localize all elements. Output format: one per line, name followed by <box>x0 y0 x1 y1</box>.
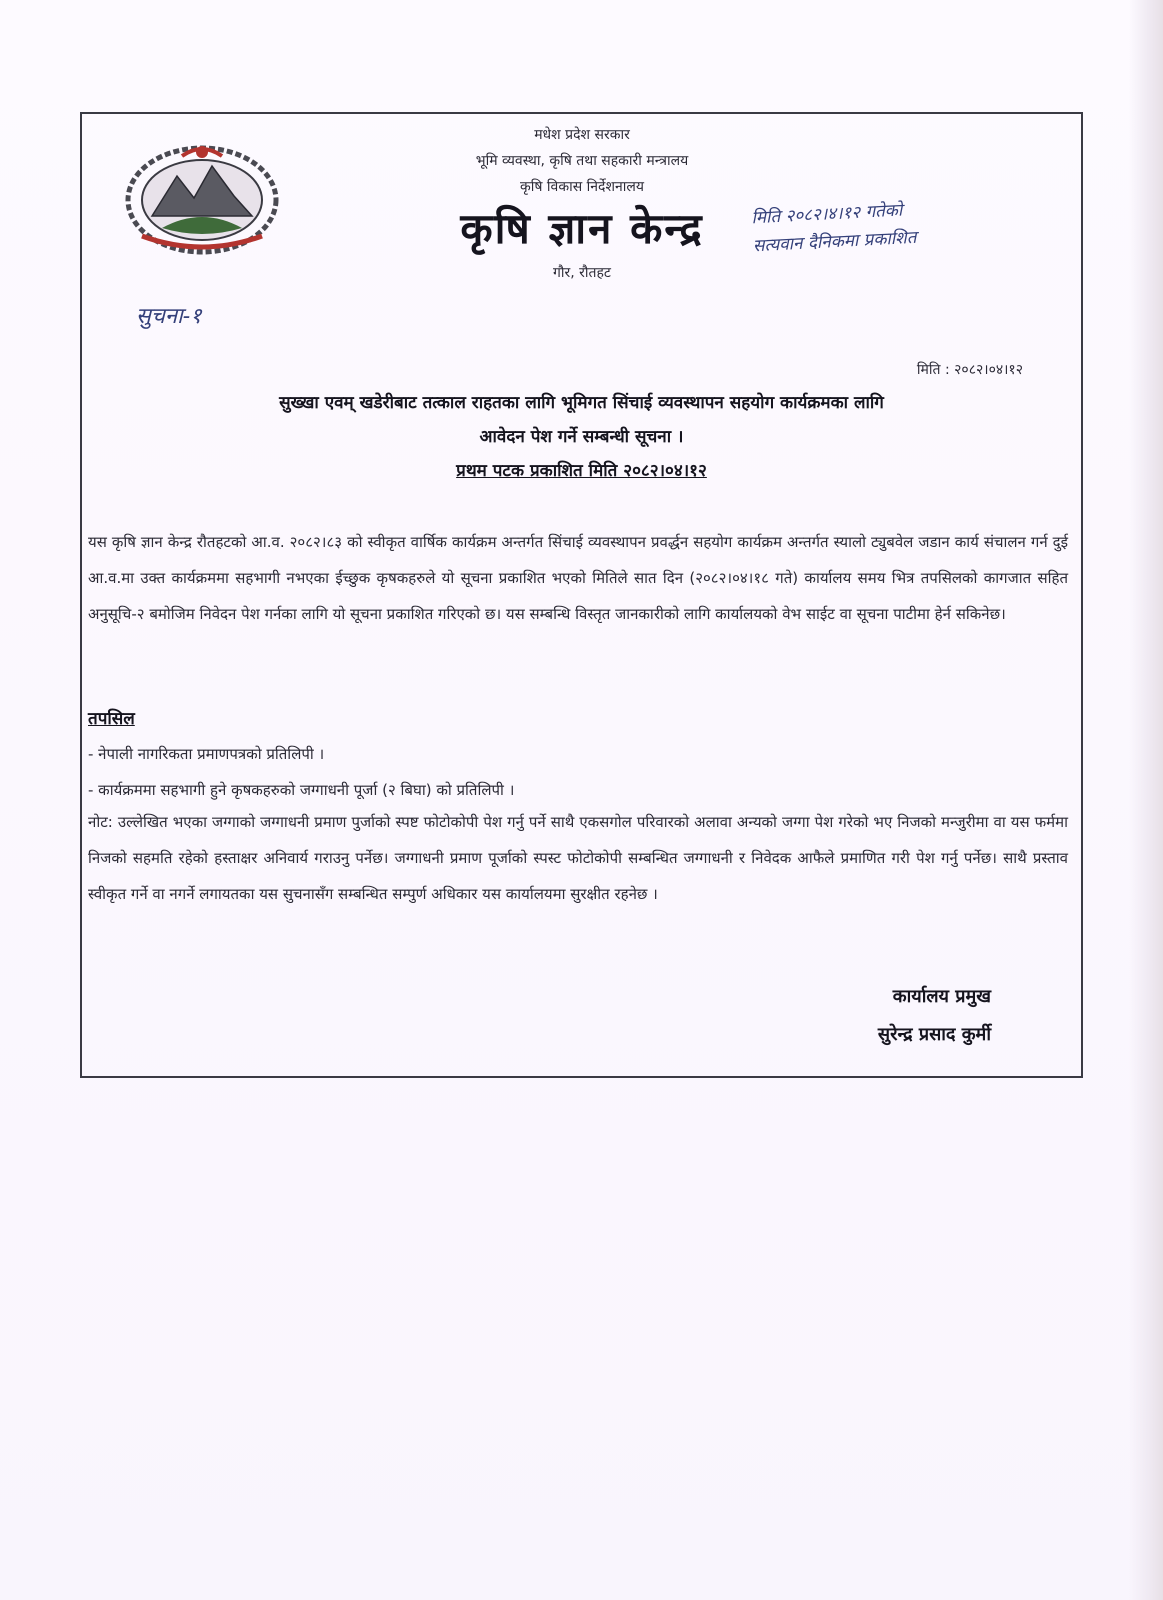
details-item: - नेपाली नागरिकता प्रमाणपत्रको प्रतिलिपी । <box>88 745 325 763</box>
government-name: मधेश प्रदेश सरकार <box>534 127 630 143</box>
subject-line-1: सुख्खा एवम् खडेरीबाट तत्काल राहतका लागि भूमिगत सिंचाई व्यवस्थापन सहयोग कार्यक्रमका लागि <box>279 393 884 413</box>
handwritten-note-line1: मिति २०८२।४।१२ गतेको <box>750 200 903 229</box>
notice-subject <box>82 386 1081 488</box>
office-location: गौर, रौतहट <box>553 265 611 281</box>
ministry-name: भूमि व्यवस्था, कृषि तथा सहकारी मन्त्रालय <box>475 153 689 169</box>
body-paragraph: यस कृषि ज्ञान केन्द्र रौतहटको आ.व. २०८२।८३ को स्वीकृत वार्षिक कार्यक्रम अन्तर्गत सिंचाई व्यवस्थापन प्रवर्द्धन सहयोग कार्यक्रम अन्तर्गत स्यालो ट्युबवेल जडान कार्य संचालन गर्न दुई आ.व.मा उक्त कार्यक्रममा सहभागी नभएका ईच्छुक कृषकहरुले यो सूचना प्रकाशित भएको मितिले सात दिन (२०८२।०४।१८ गते) कार्यालय समय भित्र तपसिलको कागजात सहित अनुसूचि-२ बमोजिम निवेदन पेश गर्नका लागि यो सूचना प्रकाशित गरिएको छ। यस सम्बन्धि विस्तृत जानकारीको लागि कार्यालयको वेभ साईट वा सूचना पाटीमा हेर्न सकिनेछ। <box>88 533 1068 623</box>
notice-date: मिति : २०८२।०४।१२ <box>916 362 1023 378</box>
subject-line-2: आवेदन पेश गर्ने सम्बन्धी सूचना । <box>479 427 684 447</box>
directorate-name: कृषि विकास निर्देशनालय <box>520 179 644 195</box>
details-heading: तपसिल <box>88 709 135 729</box>
first-published-date: प्रथम पटक प्रकाशित मिति २०८२।०४।१२ <box>456 461 707 481</box>
signatory-name: सुरेन्द्र प्रसाद कुर्मी <box>877 1024 991 1045</box>
office-header <box>382 122 782 288</box>
page-edge-shadow <box>1129 0 1163 1600</box>
details-item: - कार्यक्रममा सहभागी हुने कृषकहरुको जग्गाधनी पूर्जा (२ बिघा) को प्रतिलिपी । <box>88 781 515 799</box>
handwritten-publication-note <box>751 188 1073 261</box>
notice-frame <box>80 112 1083 1078</box>
signature-block <box>878 978 991 1054</box>
handwritten-notice-number: सुचना-१ <box>136 304 202 329</box>
signatory-title: कार्यालय प्रमुख <box>892 986 991 1007</box>
office-title: कृषि ज्ञान केन्द्र <box>460 204 704 253</box>
nepal-emblem-icon <box>122 136 282 256</box>
handwritten-note-line2: सत्यवान दैनिकमा प्रकाशित <box>752 227 917 257</box>
note-paragraph: नोट: उल्लेखित भएका जग्गाको जग्गाधनी प्रमाण पुर्जाको स्पष्ट फोटोकोपी पेश गर्नु पर्ने साथै एकसगोल परिवारको अलावा अन्यको जग्गा पेश गरेको भए निजको मन्जुरीमा वा यस फर्ममा निजको सहमति रहेको हस्ताक्षर अनिवार्य गराउनु पर्नेछ। जग्गाधनी प्रमाण पूर्जाको स्पस्ट फोटोकोपी सम्बन्धित जग्गाधनी र निवेदक आफैले प्रमाणित गरी पेश गर्नु पर्नेछ। साथै प्रस्ताव स्वीकृत गर्ने वा नगर्ने लगायतका यस सुचनासँग सम्बन्धित सम्पुर्ण अधिकार यस कार्यालयमा सुरक्षीत रहनेछ । <box>88 813 1068 903</box>
